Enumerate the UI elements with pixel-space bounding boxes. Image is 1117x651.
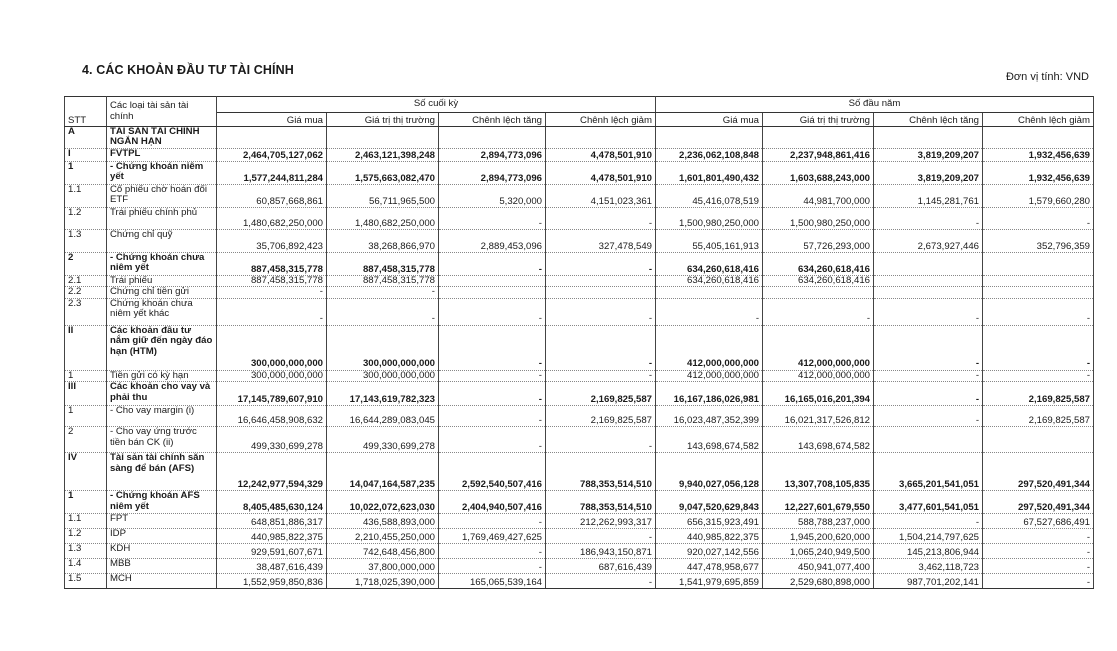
row-value: - xyxy=(874,298,983,325)
row-value: 788,353,514,510 xyxy=(546,453,656,491)
row-value: 2,210,455,250,000 xyxy=(327,529,439,544)
row-value: 300,000,000,000 xyxy=(327,370,439,381)
row-value xyxy=(983,427,1094,453)
header-group-end-period: Số cuối kỳ xyxy=(217,97,656,113)
row-value: - xyxy=(983,529,1094,544)
row-value: 634,260,618,416 xyxy=(763,253,874,276)
table-row xyxy=(65,574,1094,589)
row-value: 447,478,958,677 xyxy=(656,559,763,574)
row-value: - xyxy=(874,406,983,427)
row-stt: III xyxy=(65,382,107,406)
row-value: 1,603,688,243,000 xyxy=(763,162,874,185)
row-value: - xyxy=(439,406,546,427)
row-value: 3,819,209,207 xyxy=(874,162,983,185)
row-value: - xyxy=(874,208,983,230)
row-value: - xyxy=(439,514,546,529)
row-value: 1,145,281,761 xyxy=(874,185,983,208)
row-label: - Cho vay margin (i) xyxy=(107,406,217,427)
row-value: 14,047,164,587,235 xyxy=(327,453,439,491)
row-label: FPT xyxy=(107,514,217,529)
row-value: 2,463,121,398,248 xyxy=(327,149,439,162)
row-value: 2,894,773,096 xyxy=(439,162,546,185)
row-value xyxy=(983,287,1094,298)
row-value: 2,236,062,108,848 xyxy=(656,149,763,162)
row-value: 37,800,000,000 xyxy=(327,559,439,574)
row-label: - Chứng khoán AFS niêm yết xyxy=(107,491,217,514)
row-value: - xyxy=(983,325,1094,370)
row-value: - xyxy=(439,253,546,276)
row-value: 297,520,491,344 xyxy=(983,453,1094,491)
row-stt: I xyxy=(65,149,107,162)
row-label: Trái phiếu xyxy=(107,276,217,287)
header-col: Chênh lệch giảm xyxy=(546,113,656,127)
row-stt: 2 xyxy=(65,253,107,276)
header-col: Giá trị thị trường xyxy=(763,113,874,127)
row-value: - xyxy=(327,287,439,298)
table-row xyxy=(65,253,1094,276)
table-row xyxy=(65,298,1094,325)
table-row xyxy=(65,325,1094,370)
row-value: - xyxy=(546,574,656,589)
row-value: - xyxy=(327,298,439,325)
row-value: 588,788,237,000 xyxy=(763,514,874,529)
row-value: 920,027,142,556 xyxy=(656,544,763,559)
row-value: 440,985,822,375 xyxy=(217,529,327,544)
row-value: 687,616,439 xyxy=(546,559,656,574)
row-value: 12,227,601,679,550 xyxy=(763,491,874,514)
row-value: - xyxy=(217,298,327,325)
row-value: 499,330,699,278 xyxy=(327,427,439,453)
table-row xyxy=(65,230,1094,253)
row-value: 44,981,700,000 xyxy=(763,185,874,208)
row-value xyxy=(874,287,983,298)
header-col: Chênh lệch giảm xyxy=(983,113,1094,127)
table-row xyxy=(65,529,1094,544)
row-label: Chứng chỉ quỹ xyxy=(107,230,217,253)
row-value: 1,932,456,639 xyxy=(983,162,1094,185)
row-stt: 1.1 xyxy=(65,185,107,208)
row-value: - xyxy=(983,208,1094,230)
unit-label: Đơn vị tính: VND xyxy=(1005,71,1089,83)
row-stt: 1.2 xyxy=(65,208,107,230)
row-value xyxy=(983,127,1094,149)
row-label: Tiền gửi có kỳ hạn xyxy=(107,370,217,381)
row-stt: II xyxy=(65,325,107,370)
header-col: Chênh lệch tăng xyxy=(874,113,983,127)
row-value xyxy=(983,253,1094,276)
row-stt: 1.1 xyxy=(65,514,107,529)
row-value xyxy=(546,276,656,287)
row-stt: IV xyxy=(65,453,107,491)
row-label: MCH xyxy=(107,574,217,589)
row-value: - xyxy=(439,382,546,406)
row-value: 45,416,078,519 xyxy=(656,185,763,208)
row-value: 3,819,209,207 xyxy=(874,149,983,162)
row-label: - Chứng khoán niêm yết xyxy=(107,162,217,185)
row-value: 2,464,705,127,062 xyxy=(217,149,327,162)
row-value: 412,000,000,000 xyxy=(656,370,763,381)
row-value: 60,857,668,861 xyxy=(217,185,327,208)
row-value: 1,575,663,082,470 xyxy=(327,162,439,185)
row-value: - xyxy=(439,544,546,559)
row-value: 3,462,118,723 xyxy=(874,559,983,574)
row-value: 2,404,940,507,416 xyxy=(439,491,546,514)
row-value: 987,701,202,141 xyxy=(874,574,983,589)
row-value: - xyxy=(983,559,1094,574)
row-value: 499,330,699,278 xyxy=(217,427,327,453)
header-col: Giá mua xyxy=(217,113,327,127)
row-value: - xyxy=(439,298,546,325)
row-value xyxy=(656,127,763,149)
header-group-start-year: Số đầu năm xyxy=(656,97,1094,113)
row-stt: 2 xyxy=(65,427,107,453)
row-value: 2,169,825,587 xyxy=(546,382,656,406)
row-value: 1,480,682,250,000 xyxy=(217,208,327,230)
row-stt: 2.3 xyxy=(65,298,107,325)
table-row xyxy=(65,162,1094,185)
row-label: Các khoản đầu tư nắm giữ đến ngày đáo hạn (HTM) xyxy=(107,325,217,370)
row-value xyxy=(439,287,546,298)
table-row xyxy=(65,514,1094,529)
row-value: 1,480,682,250,000 xyxy=(327,208,439,230)
row-label: FVTPL xyxy=(107,149,217,162)
row-stt: 1 xyxy=(65,370,107,381)
table-row xyxy=(65,276,1094,287)
row-value: - xyxy=(546,325,656,370)
row-value: 165,065,539,164 xyxy=(439,574,546,589)
row-value: 56,711,965,500 xyxy=(327,185,439,208)
row-value xyxy=(439,276,546,287)
row-value xyxy=(874,127,983,149)
row-stt: 1.2 xyxy=(65,529,107,544)
row-value: 450,941,077,400 xyxy=(763,559,874,574)
table-row xyxy=(65,127,1094,149)
row-label: Chứng chỉ tiền gửi xyxy=(107,287,217,298)
row-value: 887,458,315,778 xyxy=(217,253,327,276)
row-stt: 2.1 xyxy=(65,276,107,287)
row-value: 3,477,601,541,051 xyxy=(874,491,983,514)
row-value: - xyxy=(439,325,546,370)
row-value: 16,165,016,201,394 xyxy=(763,382,874,406)
row-value: 412,000,000,000 xyxy=(763,370,874,381)
row-value: 436,588,893,000 xyxy=(327,514,439,529)
row-label: MBB xyxy=(107,559,217,574)
row-value: 2,237,948,861,416 xyxy=(763,149,874,162)
row-value: 648,851,886,317 xyxy=(217,514,327,529)
row-value: 1,577,244,811,284 xyxy=(217,162,327,185)
row-value: - xyxy=(983,574,1094,589)
header-col: Giá mua xyxy=(656,113,763,127)
row-value: 412,000,000,000 xyxy=(656,325,763,370)
row-value: 13,307,708,105,835 xyxy=(763,453,874,491)
row-value: - xyxy=(763,298,874,325)
row-value: 3,665,201,541,051 xyxy=(874,453,983,491)
row-value: 929,591,607,671 xyxy=(217,544,327,559)
row-value: 297,520,491,344 xyxy=(983,491,1094,514)
row-value: - xyxy=(546,370,656,381)
row-value: 4,478,501,910 xyxy=(546,149,656,162)
row-value: 887,458,315,778 xyxy=(217,276,327,287)
row-value xyxy=(546,287,656,298)
row-value: - xyxy=(983,298,1094,325)
row-value: 143,698,674,582 xyxy=(763,427,874,453)
row-value: 17,143,619,782,323 xyxy=(327,382,439,406)
row-value: 57,726,293,000 xyxy=(763,230,874,253)
row-value: 145,213,806,944 xyxy=(874,544,983,559)
row-value: 300,000,000,000 xyxy=(217,370,327,381)
row-value: 634,260,618,416 xyxy=(656,276,763,287)
header-stt: STT xyxy=(65,97,107,127)
header-category: Các loại tài sản tài chính xyxy=(107,97,217,127)
row-value: 1,579,660,280 xyxy=(983,185,1094,208)
row-value xyxy=(983,276,1094,287)
row-value: - xyxy=(874,382,983,406)
row-value: 212,262,993,317 xyxy=(546,514,656,529)
row-label: IDP xyxy=(107,529,217,544)
row-value: 634,260,618,416 xyxy=(763,276,874,287)
row-value xyxy=(546,127,656,149)
row-value: 4,151,023,361 xyxy=(546,185,656,208)
row-value: - xyxy=(546,253,656,276)
row-value: 2,169,825,587 xyxy=(983,406,1094,427)
table-row xyxy=(65,406,1094,427)
row-label: TÀI SẢN TÀI CHÍNH NGẮN HẠN xyxy=(107,127,217,149)
row-stt: 1 xyxy=(65,406,107,427)
row-value: 1,932,456,639 xyxy=(983,149,1094,162)
row-label: Trái phiếu chính phủ xyxy=(107,208,217,230)
row-value: 1,065,240,949,500 xyxy=(763,544,874,559)
header-col: Giá trị thị trường xyxy=(327,113,439,127)
row-stt: 1.3 xyxy=(65,544,107,559)
table-row xyxy=(65,544,1094,559)
row-value: - xyxy=(439,559,546,574)
row-stt: 1.4 xyxy=(65,559,107,574)
table-row xyxy=(65,287,1094,298)
row-value: - xyxy=(874,325,983,370)
row-value: 16,646,458,908,632 xyxy=(217,406,327,427)
row-value: 656,315,923,491 xyxy=(656,514,763,529)
row-value: 327,478,549 xyxy=(546,230,656,253)
row-stt: 1.3 xyxy=(65,230,107,253)
row-value: - xyxy=(874,514,983,529)
row-value: - xyxy=(439,208,546,230)
row-value: 440,985,822,375 xyxy=(656,529,763,544)
row-value: 634,260,618,416 xyxy=(656,253,763,276)
table-row xyxy=(65,185,1094,208)
table-row xyxy=(65,427,1094,453)
row-value: 16,023,487,352,399 xyxy=(656,406,763,427)
table-row xyxy=(65,382,1094,406)
row-value: - xyxy=(546,529,656,544)
row-value: 16,167,186,026,981 xyxy=(656,382,763,406)
row-value: 300,000,000,000 xyxy=(327,325,439,370)
row-value: 1,769,469,427,625 xyxy=(439,529,546,544)
row-value: 1,601,801,490,432 xyxy=(656,162,763,185)
row-label: Các khoản cho vay và phải thu xyxy=(107,382,217,406)
row-value: 186,943,150,871 xyxy=(546,544,656,559)
row-value: 35,706,892,423 xyxy=(217,230,327,253)
row-value: 352,796,359 xyxy=(983,230,1094,253)
row-value: 2,592,540,507,416 xyxy=(439,453,546,491)
row-value: 4,478,501,910 xyxy=(546,162,656,185)
row-value: 2,673,927,446 xyxy=(874,230,983,253)
row-value: - xyxy=(874,370,983,381)
row-value: - xyxy=(439,427,546,453)
row-value xyxy=(874,253,983,276)
row-value: 17,145,789,607,910 xyxy=(217,382,327,406)
row-label: - Chứng khoán chưa niêm yết xyxy=(107,253,217,276)
row-value: 2,894,773,096 xyxy=(439,149,546,162)
row-value: - xyxy=(217,287,327,298)
row-value: 1,504,214,797,625 xyxy=(874,529,983,544)
row-value: 2,169,825,587 xyxy=(983,382,1094,406)
row-value: 1,945,200,620,000 xyxy=(763,529,874,544)
row-value: - xyxy=(656,298,763,325)
row-value: 742,648,456,800 xyxy=(327,544,439,559)
row-value: - xyxy=(983,544,1094,559)
row-value: 2,169,825,587 xyxy=(546,406,656,427)
row-label: Tài sản tài chính sẵn sàng để bán (AFS) xyxy=(107,453,217,491)
row-value: 55,405,161,913 xyxy=(656,230,763,253)
row-value: 887,458,315,778 xyxy=(327,253,439,276)
row-value: 38,268,866,970 xyxy=(327,230,439,253)
row-value: - xyxy=(983,370,1094,381)
row-stt: 1 xyxy=(65,162,107,185)
row-value: 1,500,980,250,000 xyxy=(656,208,763,230)
row-value: 1,500,980,250,000 xyxy=(763,208,874,230)
row-value: 12,242,977,594,329 xyxy=(217,453,327,491)
row-value: 143,698,674,582 xyxy=(656,427,763,453)
row-value: - xyxy=(546,427,656,453)
row-value: - xyxy=(439,370,546,381)
row-value: - xyxy=(546,298,656,325)
row-stt: A xyxy=(65,127,107,149)
row-value: 16,644,289,083,045 xyxy=(327,406,439,427)
row-value xyxy=(763,287,874,298)
row-value: 67,527,686,491 xyxy=(983,514,1094,529)
row-value: 8,405,485,630,124 xyxy=(217,491,327,514)
row-value: 412,000,000,000 xyxy=(763,325,874,370)
row-value: 788,353,514,510 xyxy=(546,491,656,514)
row-value: 1,541,979,695,859 xyxy=(656,574,763,589)
table-row xyxy=(65,559,1094,574)
row-value: 16,021,317,526,812 xyxy=(763,406,874,427)
section-title: 4. CÁC KHOẢN ĐẦU TƯ TÀI CHÍNH xyxy=(82,63,294,77)
table-body xyxy=(65,127,1094,589)
row-value: 9,047,520,629,843 xyxy=(656,491,763,514)
row-value xyxy=(763,127,874,149)
row-value xyxy=(874,276,983,287)
row-value: 5,320,000 xyxy=(439,185,546,208)
row-label: Chứng khoán chưa niêm yết khác xyxy=(107,298,217,325)
row-value xyxy=(874,427,983,453)
row-value: - xyxy=(546,208,656,230)
row-value: 300,000,000,000 xyxy=(217,325,327,370)
row-stt: 1 xyxy=(65,491,107,514)
row-value: 1,718,025,390,000 xyxy=(327,574,439,589)
table-row xyxy=(65,453,1094,491)
table-row xyxy=(65,208,1094,230)
row-label: - Cho vay ứng trước tiền bán CK (ii) xyxy=(107,427,217,453)
header-col: Chênh lệch tăng xyxy=(439,113,546,127)
row-value xyxy=(656,287,763,298)
row-value xyxy=(439,127,546,149)
row-value: 2,529,680,898,000 xyxy=(763,574,874,589)
row-stt: 1.5 xyxy=(65,574,107,589)
row-value: 10,022,072,623,030 xyxy=(327,491,439,514)
row-stt: 2.2 xyxy=(65,287,107,298)
table-row xyxy=(65,149,1094,162)
row-value: 38,487,616,439 xyxy=(217,559,327,574)
row-label: KDH xyxy=(107,544,217,559)
table-row xyxy=(65,491,1094,514)
row-label: Cổ phiếu chờ hoán đổi ETF xyxy=(107,185,217,208)
row-value: 2,889,453,096 xyxy=(439,230,546,253)
row-value: 1,552,959,850,836 xyxy=(217,574,327,589)
financial-investments-table xyxy=(64,96,1094,589)
table-row xyxy=(65,370,1094,381)
row-value: 9,940,027,056,128 xyxy=(656,453,763,491)
row-value xyxy=(327,127,439,149)
row-value xyxy=(217,127,327,149)
row-value: 887,458,315,778 xyxy=(327,276,439,287)
